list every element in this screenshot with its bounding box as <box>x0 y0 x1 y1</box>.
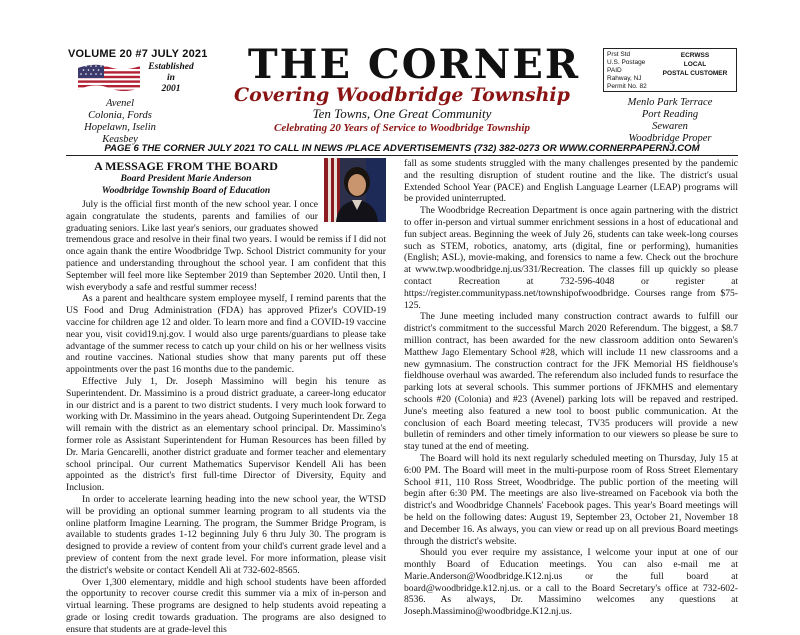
towns-list-left <box>64 98 176 146</box>
postage-permit <box>607 51 653 91</box>
byline-organization: Woodbridge Township Board of Education <box>66 185 306 197</box>
article-paragraph: The Board will hold its next regularly scheduled meeting on Thursday, July 15 at 6:00 PM. The Board will meet in the multi-purpose room of Ross Street Elementary School #11, 110 Ross Street, Woodbridge. The public portion of the meeting will begin after 6:30 PM. The meetings are also live-streamed on Facebook via both the district's and Woodbridge Channels' Facebook pages. This year's Board meetings will be held on the following dates: August 19, September 23, October 21, November 18 and December 16. As always, you can view or read up on all previous Board meetings through the district's website. <box>404 453 738 547</box>
article-paragraph: Effective July 1, Dr. Joseph Massimino will begin his tenure as Superintendent. Dr. Massimino is a proud district graduate, a career-long educator in our district and is a parent to two district students. I very much look forward to working with Dr. Massimino in the years ahead. Outgoing Superintendent Dr. Zega will remain with the district as an elementary school principal. Dr. Massimino's former role as Assistant Superintendent for Human Resources has been filled by Dr. Maria Gencarelli, another district graduate and former teacher and elementary school principal. Our current Mathematics Supervisor Kendell Ali has been appointed as the district's first full-time Director of Diversity, Equity and Inclusion. <box>66 376 386 494</box>
article-paragraph: In order to accelerate learning heading into the new school year, the WTSD will be providing an optional summer learning program to all students via the online platform Imagine Learning. The program, the Summer Bridge Program, is available to students grades 1-12 beginning July 6 thru July 30. The program is designed to provide a review of content from your child's current grade level and a preview of content from the next grade level. For more information, please visit the district's website or contact Kendell Ali at 732-602-8565. <box>66 494 386 577</box>
board-president-photo <box>324 158 386 222</box>
town-name: Port Reading <box>602 109 738 121</box>
newspaper-subtitle: Covering Woodbridge Township <box>196 84 608 106</box>
postage-line: ECRWSS <box>656 51 734 60</box>
american-flag-icon <box>76 62 142 92</box>
anniversary-banner: Celebrating 20 Years of Service to Woodbridge Township <box>196 122 608 135</box>
towns-list-right <box>602 97 738 145</box>
postage-line: Rahway, NJ <box>607 75 653 83</box>
portrait-image-icon <box>324 158 386 222</box>
article-title: A MESSAGE FROM THE BOARD <box>66 159 306 173</box>
article-paragraph: Should you ever require my assistance, I welcome your input at one of our monthly Board of Education meetings. You can also e-mail me at Marie.Anderson@Woodbridge.K12.nj.us or the full board at board@woodbridge.k12.nj.us. or a call to the Board Secretary's office at 732-602-8536. As always, Dr. Massimino welcomes any questions at Joseph.Massimino@woodbridge.K12.nj.us. <box>404 547 738 618</box>
newspaper-title: THE CORNER <box>232 44 596 86</box>
article-paragraph: fall as some students struggled with the many challenges presented by the pandemic and the resulting disruption of student routine and the like. The district's usual Extended School Year (PACE) and English Language Learner (LEAP) programs will be provided uninterrupted. <box>404 158 738 205</box>
article-column-right <box>404 158 738 596</box>
postage-line: LOCAL <box>656 60 734 69</box>
masthead <box>0 0 800 148</box>
postage-line: POSTAL CUSTOMER <box>656 69 734 78</box>
postage-line: PAID <box>607 67 653 75</box>
article-paragraph: The June meeting included many construction contract awards to fulfill our district's commitment to the successful March 2020 Referendum. The biggest, a $8.7 million contract, has been awarded for the new classroom addition onto Sewaren's Matthew Jago Elementary School #28, which will include 11 new classrooms and a new gymnasium. The construction contract for the JFK Memorial HS fieldhouse's fieldhouse overhaul was awarded. The referendum also included funds to resurface the parking lots at several schools. This summer portions of JFKMHS and elementary schools #20 (Colonia) and #23 (Avenel) parking lots will be repaved and restriped. June's meeting also featured a new tool to boost public communication. At the conclusion of each Board meeting telecast, TV35 producers will provide a new bulletin of reminders and other timely information to our viewers so please be sure to stay tuned at the end of meeting. <box>404 311 738 453</box>
tagline: Ten Towns, One Great Community <box>196 106 608 121</box>
postage-indicia <box>603 48 737 92</box>
article-column-left <box>66 158 386 596</box>
byline-author: Board President Marie Anderson <box>66 173 306 185</box>
established-note <box>146 62 196 95</box>
town-name: Woodbridge Proper <box>602 133 738 145</box>
postage-line: U.S. Postage <box>607 59 653 67</box>
article-paragraph: The Woodbridge Recreation Department is once again partnering with the district to offer in-person and virtual summer enrichment sessions in a host of educational and fun subject areas. Beginning the week of July 26, students can take week-long courses such as STEM, robotics, anatomy, arts (digital, fine or performing), humanities (English; ASL), movie-making, and forensics to name a few. Check out the brochure at www.twp.woodbridge.nj.us/331/Recreation. The classes fill up quickly so please contact Recreation at 732-596-4048 or register at https://register.communitypass.net/townshipofwoodbridge. Courses range from $75-125. <box>404 205 738 311</box>
article-paragraph: Over 1,300 elementary, middle and high school students have been afforded the opportunity to recover course credit this summer via a mix of in-person and virtual learning. These programs are designed to help students avoid repeating a grade or losing credit towards graduation. The programs are also designed to ensure that students are at grade-level this <box>66 577 386 635</box>
established-year: 2001 <box>146 84 196 95</box>
postage-recipient <box>656 51 734 78</box>
article-paragraph: As a parent and healthcare system employee myself, I remind parents that the US Food and Drug Administration (FDA) has approved Pfizer's COVID-19 vaccine for children age 12 and older. To learn more and find a COVID-19 vaccine near you, visit covid19.nj.gov. I would also urge parents/guardians to please take advantage of the summer recess to catch up your child on his or her wellness visits and routine vaccines. National studies show that many parents put off these appointments over the past 16 months due to the pandemic. <box>66 293 386 376</box>
town-name: Colonia, Fords <box>64 110 176 122</box>
volume-label: VOLUME 20 #7 JULY 2021 <box>68 48 208 60</box>
article-header <box>66 158 306 197</box>
established-label: Established in <box>146 62 196 84</box>
postage-line: Prst Std <box>607 51 653 59</box>
page-header-bar: PAGE 6 THE CORNER JULY 2021 TO CALL IN NEWS /PLACE ADVERTISEMENTS (732) 382-0273 OR WWW.CORNERPAPERNJ.COM <box>66 143 738 156</box>
postage-line: Permit No. 82 <box>607 83 653 91</box>
article-paragraph: July is the official first month of the new school year. I once again congratulate the students, parents and families of our graduating seniors. Like last year's seniors, our graduates showed tremendous grace and resolve in their final two years. I would be remiss if I did not once again thank the entire Woodbridge Twp. School District community for your patience and understanding throughout the school year. I am confident that this September will feel more like September 2019 than September 2020. Until then, I wish everybody a safe and restful summer recess! <box>66 158 386 293</box>
town-name: Hopelawn, Iselin <box>64 122 176 134</box>
town-name: Menlo Park Terrace <box>602 97 738 109</box>
town-name: Keasbey <box>64 134 176 146</box>
town-name: Avenel <box>64 98 176 110</box>
town-name: Sewaren <box>602 121 738 133</box>
